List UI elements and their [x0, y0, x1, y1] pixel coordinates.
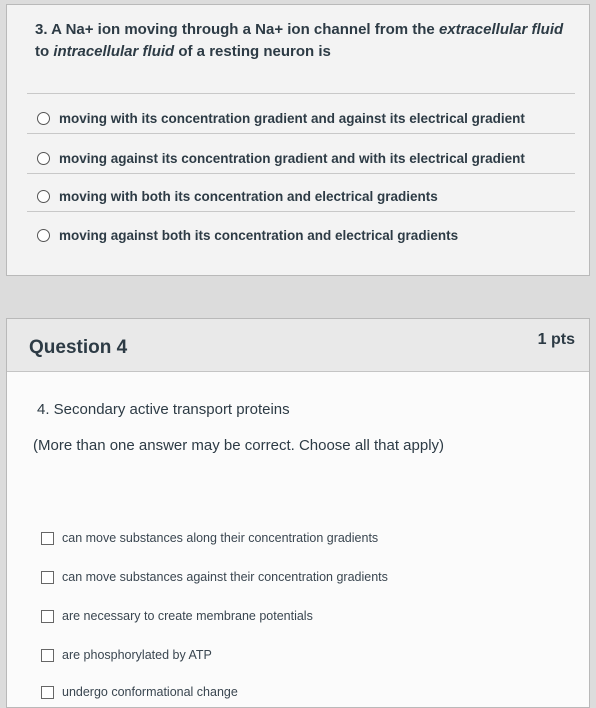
divider [27, 211, 575, 212]
answer-label: moving with both its concentration and electrical gradients [59, 189, 438, 204]
question-4-card [6, 318, 590, 708]
radio-button[interactable] [37, 152, 50, 165]
answer-label: can move substances along their concentration gradients [62, 531, 379, 545]
checkbox[interactable] [41, 532, 54, 545]
answer-label: moving against both its concentration and electrical gradients [59, 228, 459, 243]
radio-button[interactable] [37, 190, 50, 203]
divider [27, 173, 575, 174]
answer-option-1[interactable] [37, 111, 525, 126]
answer-option-4[interactable] [37, 228, 458, 243]
answer-label: are necessary to create membrane potentials [62, 609, 313, 623]
question-4-note: (More than one answer may be correct. Choose all that apply) [33, 437, 445, 454]
question-3-text: 3. A Na+ ion moving through a Na+ ion channel from the extracellular fluid to intracellular fluid of a resting neuron is [35, 21, 564, 60]
points-label: 1 pts [537, 331, 575, 348]
answer-option-5[interactable] [41, 685, 238, 699]
question-4-prompt: 4. Secondary active transport proteins [37, 401, 290, 418]
divider [27, 133, 575, 134]
answer-option-2[interactable] [41, 570, 388, 584]
answer-label: undergo conformational change [62, 685, 238, 699]
answer-label: moving against its concentration gradient and with its electrical gradient [59, 151, 525, 166]
radio-button[interactable] [37, 112, 50, 125]
question-3-card [6, 4, 590, 276]
answer-option-4[interactable] [41, 648, 212, 662]
divider [27, 93, 575, 94]
answer-label: can move substances against their concentration gradients [62, 570, 388, 584]
radio-button[interactable] [37, 229, 50, 242]
checkbox[interactable] [41, 686, 54, 699]
answer-option-3[interactable] [41, 609, 313, 623]
answer-option-1[interactable] [41, 531, 378, 545]
answer-label: moving with its concentration gradient and against its electrical gradient [59, 111, 525, 126]
answer-label: are phosphorylated by ATP [62, 648, 212, 662]
answer-option-3[interactable] [37, 189, 438, 204]
checkbox[interactable] [41, 649, 54, 662]
question-4-header [7, 319, 589, 372]
checkbox[interactable] [41, 571, 54, 584]
answer-option-2[interactable] [37, 151, 525, 166]
question-title: Question 4 [29, 337, 128, 358]
checkbox[interactable] [41, 610, 54, 623]
